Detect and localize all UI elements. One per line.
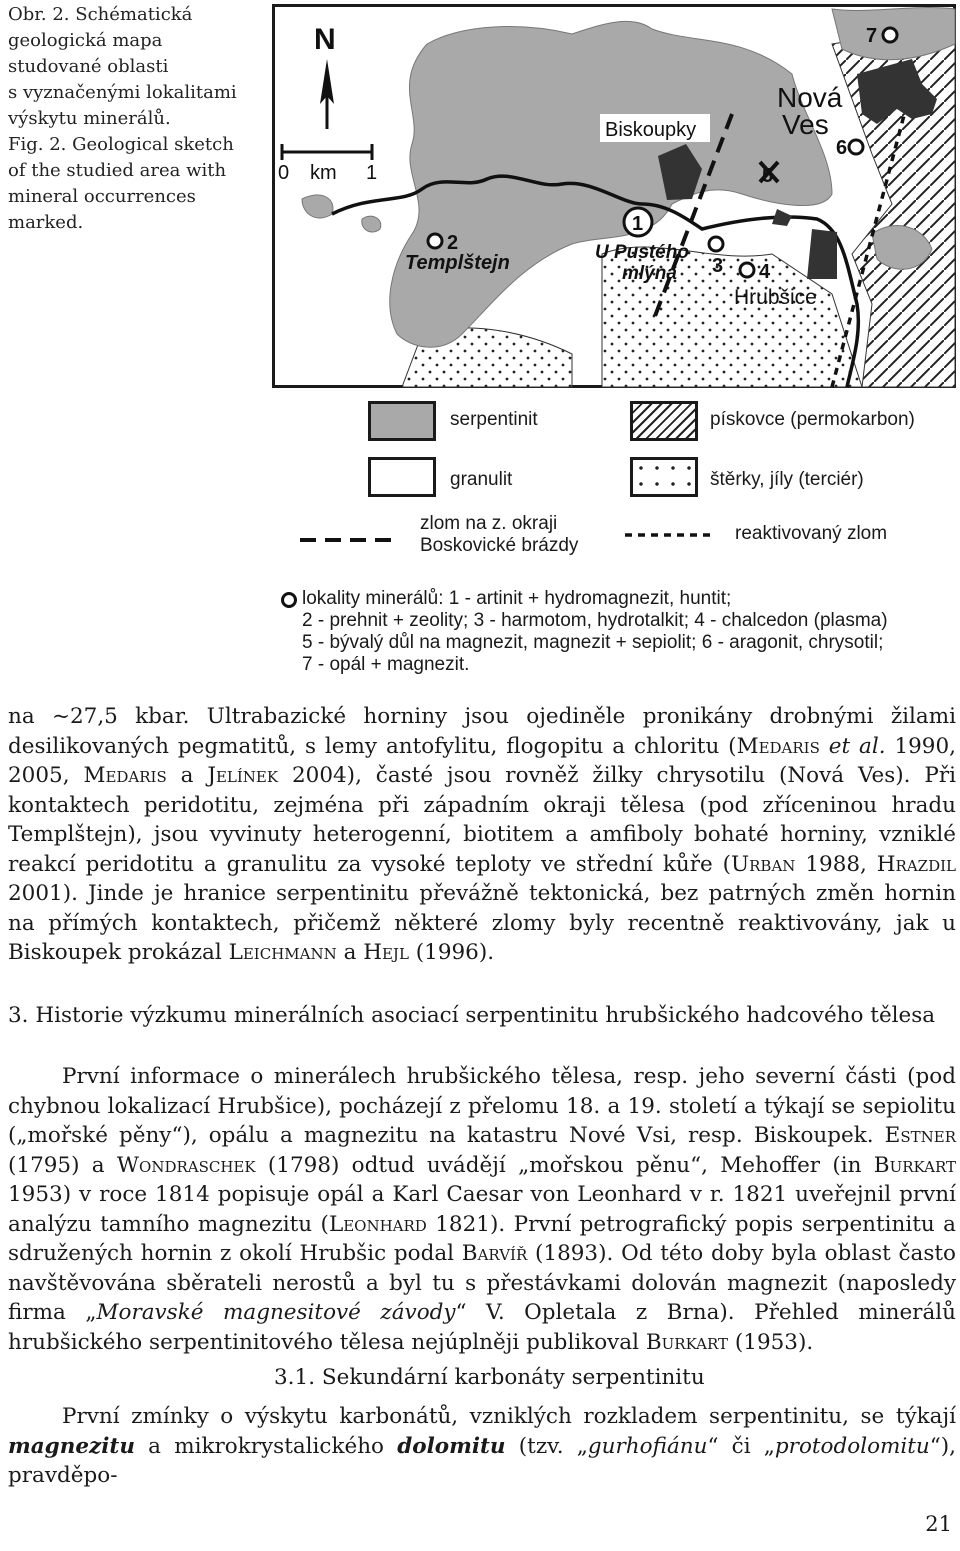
- figure-caption: [8, 2, 258, 236]
- mineral-term: gurhofiánu: [587, 1433, 708, 1459]
- text-run: (tzv. „: [505, 1433, 588, 1459]
- locality-legend-line: 7 - opál + magnezit.: [302, 654, 470, 675]
- north-label: N: [314, 23, 336, 56]
- locality-symbol-icon: [280, 591, 298, 609]
- granulite-swatch: [368, 457, 436, 497]
- text-run: 1821). První petrografický popis serpentinitu a sdružených hornin z okolí Hrubšic podal: [8, 1211, 956, 1266]
- fault-label-line: Boskovické brázdy: [420, 535, 579, 556]
- text-run: 2004), časté jsou rovněž žilky chrysotilu (Nová Ves). Při kontaktech peridotitu, zejména při západním okraji tělesa (pod zříceninou hradu Templštejn), jsou vyvinuty heterogenní, biotitem a amfiboly bohaté horniny, vzniklé reakcí peridotitu a granulitu za vysoké teploty ve střední kůře (: [8, 763, 956, 877]
- citation-author: Leichmann: [228, 940, 337, 965]
- citation-author: Wondraschek: [116, 1152, 256, 1178]
- caption-cz-line: Obr. 2. Schématická: [8, 4, 193, 25]
- text-run: (1798) odtud uvádějí „mořskou pěnu“, Mehoffer (in: [255, 1152, 874, 1178]
- serpentinite-legend-label: serpentinit: [450, 409, 538, 430]
- citation-author: Leonhard: [328, 1211, 427, 1237]
- locality-legend-line: 2 - prehnit + zeolity; 3 - harmotom, hydrotalkit; 4 - chalcedon (plasma): [302, 610, 888, 631]
- page-number: 21: [925, 1512, 952, 1536]
- geological-map: [272, 4, 956, 388]
- u-pusteho-label: U Pustého: [595, 242, 689, 263]
- section-heading-3: 3. Historie výzkumu minerálních asociací serpentinitu hrubšického hadcového tělesa: [8, 1003, 936, 1028]
- caption-en-line: marked.: [8, 212, 84, 233]
- citation-author: Jelínek: [207, 763, 279, 788]
- text-run: 2001). Jinde je hranice serpentinitu převážně tektonická, bez patrných změn hornin na přímých kontaktech, přičemž některé zlomy byly recentně reaktivovány, jak u Biskoupek prokázal: [8, 881, 956, 965]
- citation-author: Barvíř: [461, 1241, 528, 1266]
- locality-2-marker: [428, 234, 442, 248]
- hrubsice-label: Hrubšice: [734, 286, 817, 309]
- text-run: a: [336, 940, 364, 965]
- sandstone-swatch: [630, 401, 698, 441]
- locality-legend-line: lokality minerálů: 1 - artinit + hydromagnezit, huntit;: [302, 588, 732, 609]
- text-run: “ či „: [707, 1433, 775, 1459]
- mineral-term: dolomitu: [397, 1433, 506, 1459]
- reactivated-fault-label: reaktivovaný zlom: [735, 523, 888, 544]
- fault-label-line: zlom na z. okraji: [420, 513, 558, 534]
- text-run: “), pravděpo-: [8, 1433, 956, 1488]
- caption-en-line: of the studied area with: [8, 160, 227, 181]
- serpentinite-swatch: [368, 401, 436, 441]
- locality-2-number: 2: [447, 232, 459, 254]
- locality-legend-line: 5 - bývalý důl na magnezit, magnezit + sepiolit; 6 - aragonit, chrysotil;: [302, 632, 884, 653]
- locality-4-marker: [740, 263, 754, 277]
- locality-4-number: 4: [759, 261, 771, 283]
- caption-en-line: Fig. 2. Geological sketch: [8, 134, 234, 155]
- granulite-legend-label: granulit: [450, 469, 513, 490]
- locality-1-number: 1: [632, 213, 644, 235]
- citation-author: Burkart: [645, 1329, 729, 1355]
- templstejn-label: Templštejn: [405, 252, 510, 274]
- scale-one-label: 1: [366, 162, 378, 184]
- mlyna-label: mlýna: [622, 263, 677, 284]
- biskoupky-label: Biskoupky: [605, 119, 697, 141]
- citation-author: Medaris: [83, 763, 167, 788]
- sandstone-legend-label: pískovce (permokarbon): [710, 409, 915, 430]
- hrubsice-settlement: [807, 229, 837, 279]
- text-run: na ~27,5 kbar. Ultrabazické horniny jsou ojediněle pronikány drobnými žilami desilikovaných pegmatitů, s lemy antofylitu, flogopitu a chloritu (: [8, 704, 956, 759]
- text-run: a mikrokrystalického: [134, 1433, 398, 1459]
- locality-7-number: 7: [866, 25, 878, 47]
- citation-author: Estner: [884, 1123, 956, 1148]
- boskovice-fault-label: [420, 513, 578, 557]
- caption-cz-line: geologická mapa: [8, 30, 163, 51]
- map-legend: [280, 395, 956, 685]
- company-name: Moravské magnesitové závody: [96, 1300, 456, 1325]
- mineral-term: protodolomitu: [774, 1433, 930, 1459]
- text-run: 1990, 2005,: [8, 733, 956, 788]
- text-run: 1988,: [795, 851, 877, 877]
- subsection-heading-3-1: 3.1. Sekundární karbonáty serpentinitu: [274, 1365, 705, 1390]
- text-run: (1996).: [408, 940, 495, 965]
- text-run: “ V. Opletala z Brna). Přehled minerálů hrubšického serpentinitového tělesa nejúplněji publikoval: [8, 1300, 956, 1355]
- text-run: 1953) v roce 1814 popisuje opál a Karl Caesar von Leonhard v r. 1821 uveřejnil první analýzu tamního magnezitu (: [8, 1182, 956, 1237]
- locality-3-number: 3: [712, 255, 724, 277]
- text-run: (1953).: [728, 1329, 814, 1355]
- boskovice-fault-symbol: [300, 533, 400, 547]
- text-run: a: [166, 763, 208, 788]
- caption-en-line: mineral occurrences: [8, 186, 196, 207]
- text-run: (1795) a: [8, 1152, 117, 1178]
- locality-6-number: 6: [836, 137, 848, 159]
- citation-author: Hejl: [363, 940, 409, 965]
- caption-cz-line: výskytu minerálů.: [8, 108, 171, 129]
- scale-unit-label: km: [310, 162, 337, 184]
- text-run: et al.: [828, 733, 886, 759]
- ves-label: Ves: [782, 109, 829, 140]
- citation-author: Burkart: [873, 1152, 956, 1178]
- locality-3-marker: [709, 237, 723, 251]
- paragraph-2: [8, 1062, 956, 1357]
- text-run: (1893). Od této doby byla oblast často navštěvována sběrateli nerostů a byl tu s přestávkami dolován magnezit (naposledy firma „: [8, 1241, 956, 1325]
- gravel-swatch: [630, 457, 698, 497]
- citation-author: Medaris: [736, 733, 820, 759]
- reactivated-fault-symbol: [625, 529, 715, 541]
- text-run: První zmínky o výskytu karbonátů, vzniklých rozkladem serpentinitu, se týkají: [62, 1404, 956, 1429]
- scale-zero-label: 0: [278, 162, 290, 184]
- caption-cz-line: studované oblasti: [8, 56, 169, 77]
- citation-author: Hrazdil: [876, 851, 957, 877]
- gravel-legend-label: štěrky, jíly (terciér): [710, 469, 864, 490]
- caption-cz-line: s vyznačenými lokalitami: [8, 82, 237, 103]
- locality-legend-text: [302, 588, 888, 676]
- nova-label: Nová: [777, 82, 843, 113]
- locality-6-marker: [849, 140, 863, 154]
- text-run: První informace o minerálech hrubšického tělesa, resp. jeho severní části (pod chybnou lokalizací Hrubšice), pocházejí z přelomu 18. a 19. století a týkají se sepiolitu („mořské pěny“), opálu a magnezitu na katastru Nové Vsi, resp. Biskoupek.: [8, 1064, 956, 1148]
- paragraph-1: [8, 702, 956, 968]
- paragraph-3: [8, 1402, 956, 1491]
- citation-author: Urban: [731, 851, 796, 877]
- locality-7-marker: [883, 28, 897, 42]
- mineral-term: magnezitu: [8, 1433, 135, 1459]
